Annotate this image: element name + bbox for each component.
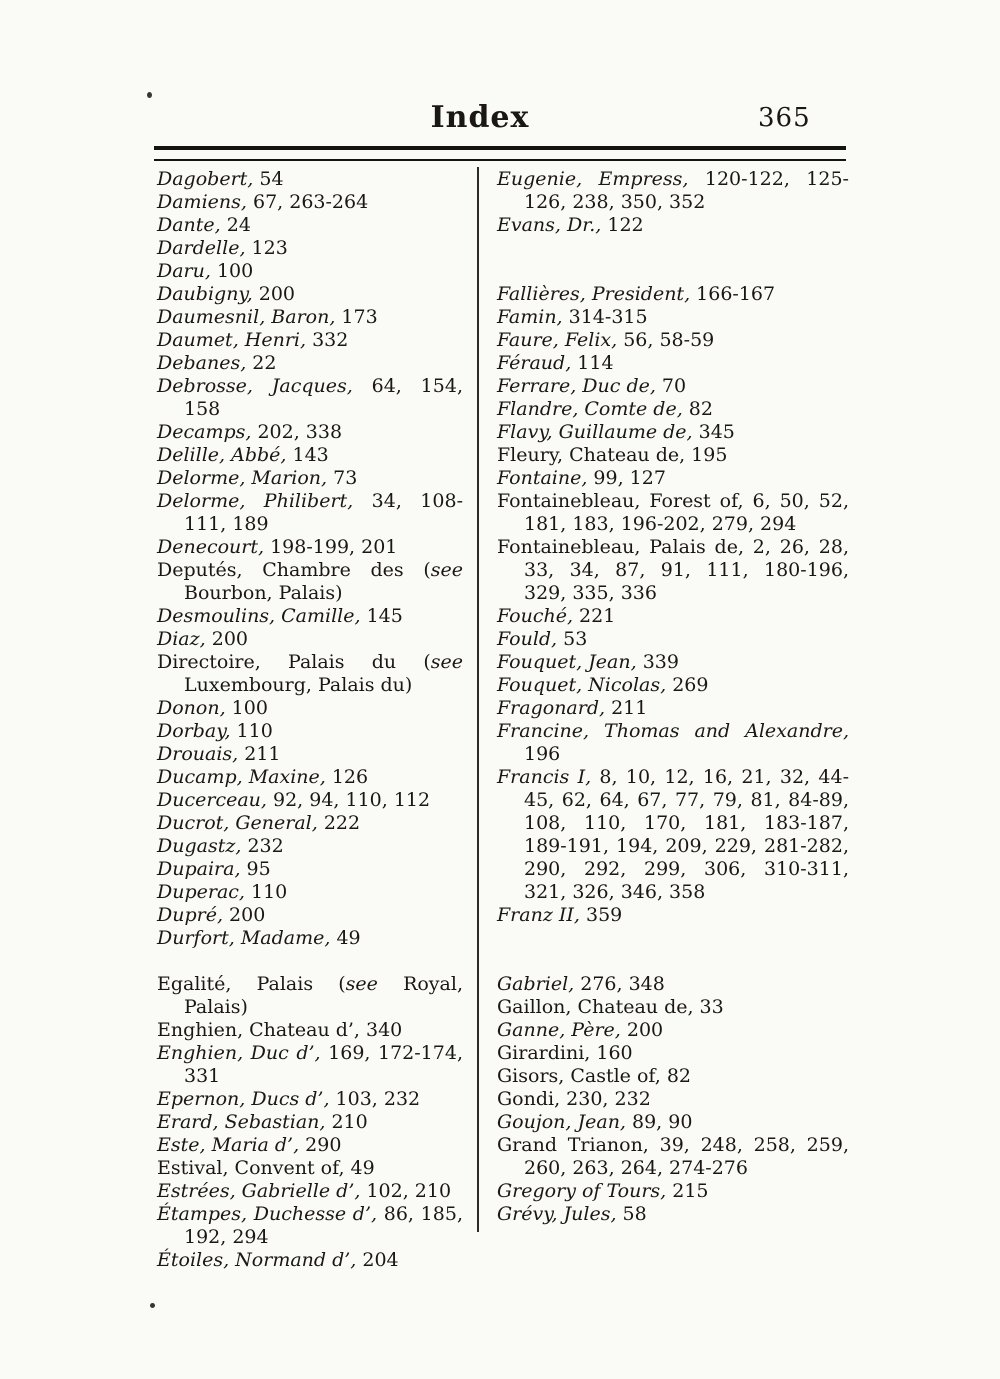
entry-text: 54	[253, 168, 284, 190]
entry-text: Deputés, Chambre des (	[157, 559, 431, 581]
index-entry	[497, 1134, 849, 1180]
index-entry	[497, 283, 849, 306]
entry-text-italic: Fould,	[497, 628, 558, 650]
page-title: Index	[430, 100, 530, 135]
entry-text-italic: Debanes,	[157, 352, 247, 374]
index-entry	[497, 421, 849, 444]
entry-text-italic: see	[430, 559, 463, 581]
index-entry	[157, 789, 463, 812]
index-entry	[497, 720, 849, 766]
entry-text-italic: Este, Maria d’,	[157, 1134, 300, 1156]
entry-text: 53	[557, 628, 588, 650]
index-entry	[497, 1180, 849, 1203]
entry-text: Gondi, 230, 232	[497, 1088, 651, 1110]
entry-text: 359	[579, 904, 623, 926]
entry-text: 211	[605, 697, 648, 719]
index-entry	[497, 651, 849, 674]
entry-text: 122	[601, 214, 644, 236]
index-entry	[497, 306, 849, 329]
index-entry	[497, 536, 849, 605]
index-entry	[157, 766, 463, 789]
entry-text-italic: Damiens,	[157, 191, 247, 213]
index-entry	[157, 1180, 463, 1203]
entry-text-italic: Dardelle,	[157, 237, 246, 259]
index-entry	[157, 743, 463, 766]
entry-text-italic: Donon,	[157, 697, 226, 719]
index-entry	[497, 444, 849, 467]
entry-text-italic: Durfort, Madame,	[157, 927, 331, 949]
entry-text-italic: Francine, Thomas and Alexandre,	[497, 720, 849, 742]
entry-text-italic: Enghien, Duc d’,	[157, 1042, 321, 1064]
index-entry	[157, 283, 463, 306]
entry-text-italic: Grévy, Jules,	[497, 1203, 617, 1225]
entry-text: 99, 127	[587, 467, 666, 489]
index-entry	[157, 1134, 463, 1157]
index-column-left	[157, 168, 463, 1272]
index-entry	[497, 352, 849, 375]
entry-text: 70	[655, 375, 687, 397]
entry-text: 89, 90	[625, 1111, 693, 1133]
index-entry	[497, 766, 849, 904]
entry-text: 110	[230, 720, 273, 742]
index-entry	[157, 260, 463, 283]
index-entry	[497, 467, 849, 490]
index-entry	[497, 697, 849, 720]
entry-text: Royal, Palais)	[184, 973, 463, 1018]
entry-text-italic: Ferrare, Duc de,	[497, 375, 656, 397]
entry-text: 200	[205, 628, 248, 650]
entry-text: 110	[244, 881, 288, 903]
index-entry	[157, 835, 463, 858]
index-entry	[497, 1203, 849, 1226]
index-entry	[157, 375, 463, 421]
index-entry	[497, 490, 849, 536]
index-entry	[497, 674, 849, 697]
entry-text-italic: Erard, Sebastian,	[157, 1111, 326, 1133]
entry-text-italic: Decamps,	[157, 421, 252, 443]
entry-text: 211	[238, 743, 281, 765]
index-entry	[157, 628, 463, 651]
entry-text: Bourbon, Palais)	[184, 582, 343, 604]
entry-text-italic: Gabriel,	[497, 973, 575, 995]
entry-text: 169, 172-174, 331	[184, 1042, 463, 1087]
index-entry	[497, 214, 849, 237]
entry-text: 92, 94, 110, 112	[266, 789, 431, 811]
entry-text-italic: Dante,	[157, 214, 221, 236]
entry-text-italic: Denecourt,	[157, 536, 265, 558]
index-entry	[157, 651, 463, 697]
entry-text: Enghien, Chateau d’, 340	[157, 1019, 403, 1041]
index-entry	[497, 628, 849, 651]
entry-text: 173	[335, 306, 378, 328]
index-entry	[497, 375, 849, 398]
entry-text-italic: Étampes, Duchesse d’,	[157, 1203, 378, 1225]
entry-text-italic: Fragonard,	[497, 697, 606, 719]
entry-text: 56, 58-59	[617, 329, 715, 351]
header-rule	[154, 146, 846, 161]
entry-text: 200	[620, 1019, 664, 1041]
entry-text: 204	[356, 1249, 399, 1271]
entry-text: 210	[325, 1111, 368, 1133]
index-entry	[157, 1249, 463, 1272]
index-entry	[157, 881, 463, 904]
index-entry	[157, 904, 463, 927]
index-entry	[157, 421, 463, 444]
entry-text: Egalité, Palais (	[157, 973, 346, 995]
entry-text-italic: Flavy, Guillaume de,	[497, 421, 693, 443]
column-divider	[477, 167, 479, 1232]
index-entry	[157, 720, 463, 743]
entry-text-italic: Franz II,	[497, 904, 580, 926]
entry-text: 198-199, 201	[264, 536, 398, 558]
index-entry	[497, 1088, 849, 1111]
entry-text-italic: Dorbay,	[157, 720, 231, 742]
entry-text: 24	[220, 214, 251, 236]
index-entry	[157, 536, 463, 559]
entry-text: 86, 185, 192, 294	[184, 1203, 463, 1248]
index-entry	[497, 1111, 849, 1134]
entry-text-italic: Francis I,	[497, 766, 592, 788]
index-entry	[157, 927, 463, 950]
entry-text-italic: Dugastz,	[157, 835, 242, 857]
entry-text: Fontainebleau, Forest of, 6, 50, 52, 181, 183, 196-202, 279, 294	[497, 490, 849, 535]
entry-text: Directoire, Palais du (	[157, 651, 431, 673]
entry-text: 200	[252, 283, 295, 305]
index-entry	[157, 1203, 463, 1249]
entry-text: 123	[245, 237, 288, 259]
entry-text: Girardini, 160	[497, 1042, 633, 1064]
index-entry	[157, 237, 463, 260]
entry-text: 8, 10, 12, 16, 21, 32, 44-45, 62, 64, 67, 77, 79, 81, 84-89, 108, 110, 170, 181, 183-187, 189-191, 194, 209, 229, 281-282, 290, 292, 299, 306, 310-311, 321, 326, 346, 358	[524, 766, 849, 903]
entry-text-italic: Daru,	[157, 260, 211, 282]
index-entry	[157, 191, 463, 214]
entry-text-italic: Féraud,	[497, 352, 572, 374]
index-entry	[497, 1019, 849, 1042]
index-entry	[157, 306, 463, 329]
entry-text: 202, 338	[251, 421, 343, 443]
index-entry	[497, 329, 849, 352]
entry-text-italic: Gregory of Tours,	[497, 1180, 667, 1202]
index-entry	[497, 605, 849, 628]
entry-text-italic: Ganne, Père,	[497, 1019, 621, 1041]
entry-text-italic: Ducamp, Maxine,	[157, 766, 326, 788]
index-entry	[157, 812, 463, 835]
entry-text-italic: Delorme, Marion,	[157, 467, 328, 489]
entry-text: 345	[692, 421, 735, 443]
entry-text: 49	[330, 927, 361, 949]
entry-text: 215	[666, 1180, 709, 1202]
entry-text-italic: Eugenie, Empress,	[497, 168, 689, 190]
entry-text: 221	[572, 605, 616, 627]
index-entry	[157, 697, 463, 720]
index-entry	[157, 1088, 463, 1111]
entry-text: 145	[360, 605, 403, 627]
entry-text: 100	[210, 260, 254, 282]
entry-text-italic: Flandre, Comte de,	[497, 398, 683, 420]
index-column-right	[497, 168, 849, 1226]
index-entry	[157, 858, 463, 881]
entry-text: Fontainebleau, Palais de, 2, 26, 28, 33, 34, 87, 91, 111, 180-196, 329, 335, 336	[497, 536, 849, 604]
entry-text: 166-167	[690, 283, 776, 305]
index-entry	[497, 904, 849, 927]
entry-text-italic: Delorme, Philibert,	[157, 490, 354, 512]
index-entry	[157, 467, 463, 490]
scan-speck	[147, 92, 152, 98]
entry-text-italic: Daumesnil, Baron,	[157, 306, 336, 328]
index-entry	[497, 168, 849, 214]
entry-text: 67, 263-264	[246, 191, 369, 213]
entry-text: 222	[317, 812, 361, 834]
entry-text-italic: Fouquet, Nicolas,	[497, 674, 667, 696]
entry-text-italic: Dupaira,	[157, 858, 241, 880]
entry-text: 114	[571, 352, 614, 374]
entry-text: Gaillon, Chateau de, 33	[497, 996, 724, 1018]
entry-text-italic: Fontaine,	[497, 467, 588, 489]
entry-text-italic: Desmoulins, Camille,	[157, 605, 361, 627]
index-entry	[157, 329, 463, 352]
index-entry	[157, 605, 463, 628]
entry-text: 102, 210	[360, 1180, 452, 1202]
entry-text-italic: Faure, Felix,	[497, 329, 618, 351]
entry-text: 126	[325, 766, 369, 788]
entry-text: 196	[524, 743, 561, 765]
entry-text-italic: Delille, Abbé,	[157, 444, 287, 466]
entry-text: 120-122, 125-126, 238, 350, 352	[524, 168, 849, 213]
entry-text: Grand Trianon, 39, 248, 258, 259, 260, 263, 264, 274-276	[497, 1134, 849, 1179]
entry-text-italic: Estrées, Gabrielle d’,	[157, 1180, 361, 1202]
index-entry	[497, 398, 849, 421]
index-entry	[157, 1019, 463, 1042]
page-number: 365	[758, 103, 811, 133]
entry-text-italic: Goujon, Jean,	[497, 1111, 626, 1133]
entry-text: 143	[286, 444, 329, 466]
entry-text-italic: Evans, Dr.,	[497, 214, 602, 236]
entry-text-italic: Dagobert,	[157, 168, 254, 190]
entry-text: 276, 348	[574, 973, 665, 995]
entry-text: Estival, Convent of, 49	[157, 1157, 375, 1179]
index-entry	[157, 1111, 463, 1134]
index-entry	[157, 973, 463, 1019]
entry-text-italic: Ducerceau,	[157, 789, 267, 811]
entry-text: 314-315	[562, 306, 648, 328]
entry-text: 232	[241, 835, 284, 857]
entry-text: Luxembourg, Palais du)	[184, 674, 413, 696]
entry-text: Fleury, Chateau de, 195	[497, 444, 728, 466]
entry-text: 332	[306, 329, 349, 351]
entry-text-italic: Fouquet, Jean,	[497, 651, 637, 673]
entry-text-italic: Ducrot, General,	[157, 812, 318, 834]
entry-text-italic: Debrosse, Jacques,	[157, 375, 353, 397]
entry-text-italic: Drouais,	[157, 743, 239, 765]
scan-speck	[150, 1303, 155, 1308]
entry-text-italic: Duperac,	[157, 881, 245, 903]
entry-text-italic: Daubigny,	[157, 283, 253, 305]
entry-text: 290	[299, 1134, 342, 1156]
index-entry	[157, 1042, 463, 1088]
entry-text-italic: Fallières, President,	[497, 283, 691, 305]
entry-text: 269	[666, 674, 709, 696]
index-entry	[157, 214, 463, 237]
entry-text-italic: Epernon, Ducs d’,	[157, 1088, 330, 1110]
entry-text: 34, 108-111, 189	[184, 490, 463, 535]
index-entry	[497, 996, 849, 1019]
entry-text-italic: see	[430, 651, 463, 673]
index-entry	[497, 1065, 849, 1088]
entry-text-italic: Famin,	[497, 306, 563, 328]
entry-text: 73	[327, 467, 358, 489]
entry-text: 200	[223, 904, 266, 926]
index-entry	[157, 352, 463, 375]
index-entry	[497, 1042, 849, 1065]
index-entry	[157, 168, 463, 191]
entry-text: 82	[682, 398, 713, 420]
entry-text-italic: Diaz,	[157, 628, 206, 650]
entry-text: 64, 154, 158	[184, 375, 463, 420]
index-entry	[157, 559, 463, 605]
entry-text-italic: see	[345, 973, 378, 995]
entry-text: 339	[636, 651, 679, 673]
entry-text: 100	[225, 697, 268, 719]
entry-text: 58	[616, 1203, 647, 1225]
entry-text-italic: Dupré,	[157, 904, 223, 926]
entry-text: 103, 232	[329, 1088, 421, 1110]
index-entry	[157, 444, 463, 467]
entry-text: 22	[246, 352, 277, 374]
entry-text-italic: Daumet, Henri,	[157, 329, 307, 351]
index-entry	[497, 973, 849, 996]
entry-text-italic: Étoiles, Normand d’,	[157, 1249, 357, 1271]
entry-text-italic: Fouché,	[497, 605, 573, 627]
entry-text: Gisors, Castle of, 82	[497, 1065, 692, 1087]
index-entry	[157, 490, 463, 536]
index-entry	[157, 1157, 463, 1180]
entry-text: 95	[240, 858, 271, 880]
